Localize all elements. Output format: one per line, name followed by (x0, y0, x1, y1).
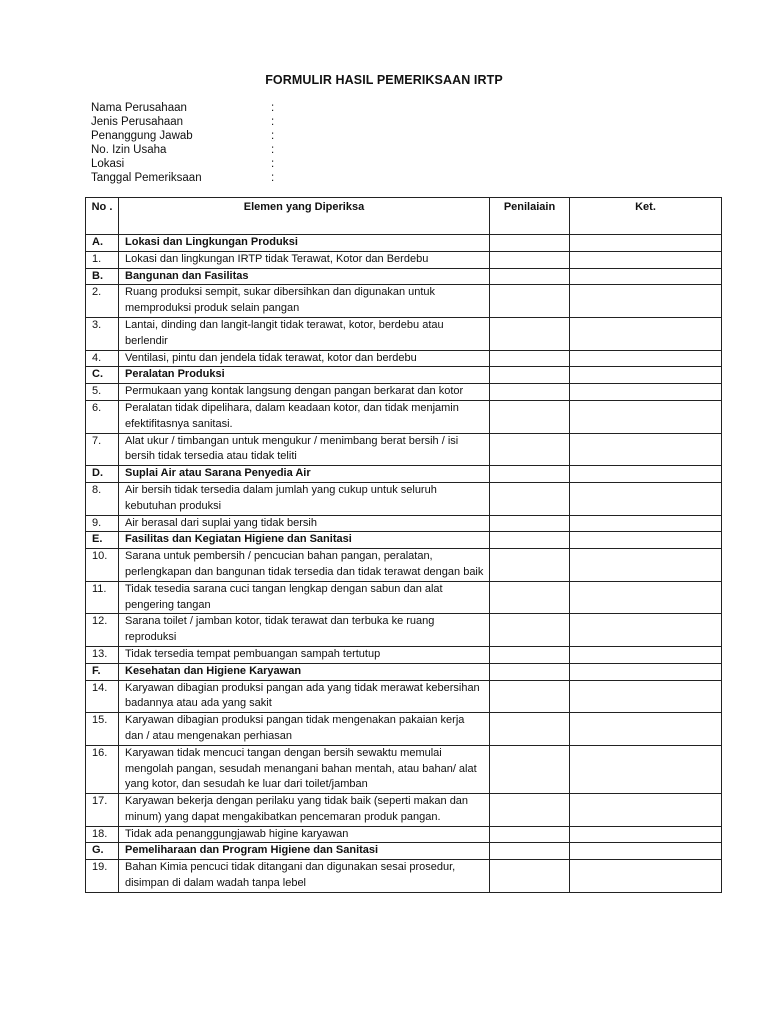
score-cell[interactable] (490, 482, 570, 515)
row-number: 10. (86, 549, 119, 582)
info-colon: : (271, 130, 275, 142)
table-row (86, 317, 722, 350)
row-number: 16. (86, 745, 119, 793)
header-element: Elemen yang Diperiksa (119, 198, 490, 235)
note-cell[interactable] (570, 680, 722, 713)
score-cell[interactable] (490, 235, 570, 252)
element-text: Karyawan tidak mencuci tangan dengan bersih sewaktu memulai mengolah pangan, sesudah menangani bahan mentah, atau bahan/ alat yang kotor, dan sesudah ke luar dari toilet/jamban (119, 745, 490, 793)
row-number: 4. (86, 350, 119, 367)
table-row (86, 581, 722, 614)
form-title: FORMULIR HASIL PEMERIKSAAN IRTP (265, 73, 503, 87)
table-row (86, 646, 722, 663)
info-row-license-number (91, 143, 391, 157)
note-cell[interactable] (570, 860, 722, 893)
info-colon: : (271, 172, 275, 184)
score-cell[interactable] (490, 860, 570, 893)
info-row-inspection-date (91, 171, 391, 185)
element-text: Karyawan dibagian produksi pangan ada yang tidak merawat kebersihan badannya atau ada yang sakit (119, 680, 490, 713)
element-text: Bahan Kimia pencuci tidak ditangani dan digunakan sesai prosedur, disimpan di dalam wadah tanpa lebel (119, 860, 490, 893)
element-text: Lokasi dan lingkungan IRTP tidak Terawat, Kotor dan Berdebu (119, 251, 490, 268)
section-title: Bangunan dan Fasilitas (119, 268, 490, 285)
score-cell[interactable] (490, 549, 570, 582)
score-cell[interactable] (490, 251, 570, 268)
score-cell[interactable] (490, 581, 570, 614)
note-cell[interactable] (570, 549, 722, 582)
section-title: Pemeliharaan dan Program Higiene dan Sanitasi (119, 843, 490, 860)
row-number: 14. (86, 680, 119, 713)
info-colon: : (271, 102, 275, 114)
info-row-person-in-charge (91, 129, 391, 143)
score-cell[interactable] (490, 515, 570, 532)
note-cell[interactable] (570, 384, 722, 401)
score-cell[interactable] (490, 680, 570, 713)
info-row-company-type (91, 115, 391, 129)
row-number: 15. (86, 713, 119, 746)
note-cell[interactable] (570, 235, 722, 252)
note-cell[interactable] (570, 646, 722, 663)
info-label: Nama Perusahaan (91, 102, 187, 114)
row-number: 19. (86, 860, 119, 893)
section-row (86, 268, 722, 285)
element-text: Tidak tesedia sarana cuci tangan lengkap dengan sabun dan alat pengering tangan (119, 581, 490, 614)
info-label: Lokasi (91, 158, 125, 170)
score-cell[interactable] (490, 663, 570, 680)
score-cell[interactable] (490, 466, 570, 483)
note-cell[interactable] (570, 515, 722, 532)
row-number: A. (86, 235, 119, 252)
section-row (86, 663, 722, 680)
table-row (86, 482, 722, 515)
element-text: Ventilasi, pintu dan jendela tidak terawat, kotor dan berdebu (119, 350, 490, 367)
row-number: G. (86, 843, 119, 860)
score-cell[interactable] (490, 843, 570, 860)
table-row (86, 826, 722, 843)
row-number: 6. (86, 400, 119, 433)
info-label: Jenis Perusahaan (91, 116, 184, 128)
info-colon: : (271, 116, 275, 128)
row-number: C. (86, 367, 119, 384)
score-cell[interactable] (490, 826, 570, 843)
score-cell[interactable] (490, 614, 570, 647)
section-row (86, 367, 722, 384)
table-row (86, 745, 722, 793)
table-row (86, 614, 722, 647)
info-row-location (91, 157, 391, 171)
info-label: Tanggal Pemeriksaan (91, 172, 202, 184)
note-cell[interactable] (570, 532, 722, 549)
row-number: 9. (86, 515, 119, 532)
row-number: 18. (86, 826, 119, 843)
note-cell[interactable] (570, 285, 722, 318)
row-number: F. (86, 663, 119, 680)
score-cell[interactable] (490, 532, 570, 549)
info-colon: : (271, 158, 275, 170)
note-cell[interactable] (570, 466, 722, 483)
info-label: Penanggung Jawab (91, 130, 193, 142)
note-cell[interactable] (570, 826, 722, 843)
header-no: No . (86, 198, 119, 235)
element-text: Tidak ada penanggungjawab higine karyawan (119, 826, 490, 843)
row-number: 8. (86, 482, 119, 515)
row-number: 12. (86, 614, 119, 647)
score-cell[interactable] (490, 317, 570, 350)
note-cell[interactable] (570, 317, 722, 350)
note-cell[interactable] (570, 713, 722, 746)
table-body (86, 235, 722, 893)
note-cell[interactable] (570, 350, 722, 367)
note-cell[interactable] (570, 843, 722, 860)
note-cell[interactable] (570, 794, 722, 827)
note-cell[interactable] (570, 581, 722, 614)
score-cell[interactable] (490, 433, 570, 466)
score-cell[interactable] (490, 350, 570, 367)
score-cell[interactable] (490, 367, 570, 384)
element-text: Karyawan dibagian produksi pangan tidak mengenakan pakaian kerja dan / atau mengenakan perhiasan (119, 713, 490, 746)
row-number: D. (86, 466, 119, 483)
element-text: Tidak tersedia tempat pembuangan sampah tertutup (119, 646, 490, 663)
element-text: Sarana toilet / jamban kotor, tidak terawat dan terbuka ke ruang reproduksi (119, 614, 490, 647)
row-number: 5. (86, 384, 119, 401)
table-row (86, 680, 722, 713)
section-title: Fasilitas dan Kegiatan Higiene dan Sanitasi (119, 532, 490, 549)
section-title: Lokasi dan Lingkungan Produksi (119, 235, 490, 252)
info-label: No. Izin Usaha (91, 144, 167, 156)
note-cell[interactable] (570, 251, 722, 268)
header-score: Penilaiain (490, 198, 570, 235)
score-cell[interactable] (490, 268, 570, 285)
element-text: Air bersih tidak tersedia dalam jumlah yang cukup untuk seluruh kebutuhan produksi (119, 482, 490, 515)
score-cell[interactable] (490, 400, 570, 433)
element-text: Sarana untuk pembersih / pencucian bahan pangan, peralatan, perlengkapan dan bangunan tidak tersedia dan tidak terawat dengan baik (119, 549, 490, 582)
note-cell[interactable] (570, 400, 722, 433)
row-number: 3. (86, 317, 119, 350)
table-row (86, 251, 722, 268)
row-number: 2. (86, 285, 119, 318)
element-text: Karyawan bekerja dengan perilaku yang tidak baik (seperti makan dan minum) yang dapat mengakibatkan pencemaran produk pangan. (119, 794, 490, 827)
company-info-block (91, 101, 391, 185)
row-number: 1. (86, 251, 119, 268)
section-title: Suplai Air atau Sarana Penyedia Air (119, 466, 490, 483)
score-cell[interactable] (490, 745, 570, 793)
section-title: Kesehatan dan Higiene Karyawan (119, 663, 490, 680)
score-cell[interactable] (490, 285, 570, 318)
table-header-row (86, 198, 722, 235)
note-cell[interactable] (570, 663, 722, 680)
row-number: 11. (86, 581, 119, 614)
note-cell[interactable] (570, 614, 722, 647)
element-text: Peralatan tidak dipelihara, dalam keadaan kotor, dan tidak menjamin efektifitasnya sanitasi. (119, 400, 490, 433)
score-cell[interactable] (490, 646, 570, 663)
table-row (86, 400, 722, 433)
table-row (86, 433, 722, 466)
element-text: Air berasal dari suplai yang tidak bersih (119, 515, 490, 532)
element-text: Ruang produksi sempit, sukar dibersihkan dan digunakan untuk memproduksi produk selain pangan (119, 285, 490, 318)
note-cell[interactable] (570, 433, 722, 466)
row-number: B. (86, 268, 119, 285)
row-number: 7. (86, 433, 119, 466)
section-row (86, 532, 722, 549)
row-number: 17. (86, 794, 119, 827)
info-colon: : (271, 144, 275, 156)
table-row (86, 350, 722, 367)
element-text: Alat ukur / timbangan untuk mengukur / menimbang berat bersih / isi bersih tidak tersedia atau tidak teliti (119, 433, 490, 466)
table-row (86, 713, 722, 746)
section-title: Peralatan Produksi (119, 367, 490, 384)
info-row-company-name (91, 101, 391, 115)
note-cell[interactable] (570, 367, 722, 384)
score-cell[interactable] (490, 794, 570, 827)
note-cell[interactable] (570, 268, 722, 285)
row-number: E. (86, 532, 119, 549)
note-cell[interactable] (570, 745, 722, 793)
section-row (86, 466, 722, 483)
section-row (86, 235, 722, 252)
table-row (86, 794, 722, 827)
table-row (86, 285, 722, 318)
element-text: Permukaan yang kontak langsung dengan pangan berkarat dan kotor (119, 384, 490, 401)
table-row (86, 860, 722, 893)
table-row (86, 384, 722, 401)
row-number: 13. (86, 646, 119, 663)
score-cell[interactable] (490, 384, 570, 401)
inspection-table (85, 197, 722, 893)
note-cell[interactable] (570, 482, 722, 515)
header-note: Ket. (570, 198, 722, 235)
table-row (86, 515, 722, 532)
score-cell[interactable] (490, 713, 570, 746)
section-row (86, 843, 722, 860)
table-row (86, 549, 722, 582)
element-text: Lantai, dinding dan langit-langit tidak terawat, kotor, berdebu atau berlendir (119, 317, 490, 350)
